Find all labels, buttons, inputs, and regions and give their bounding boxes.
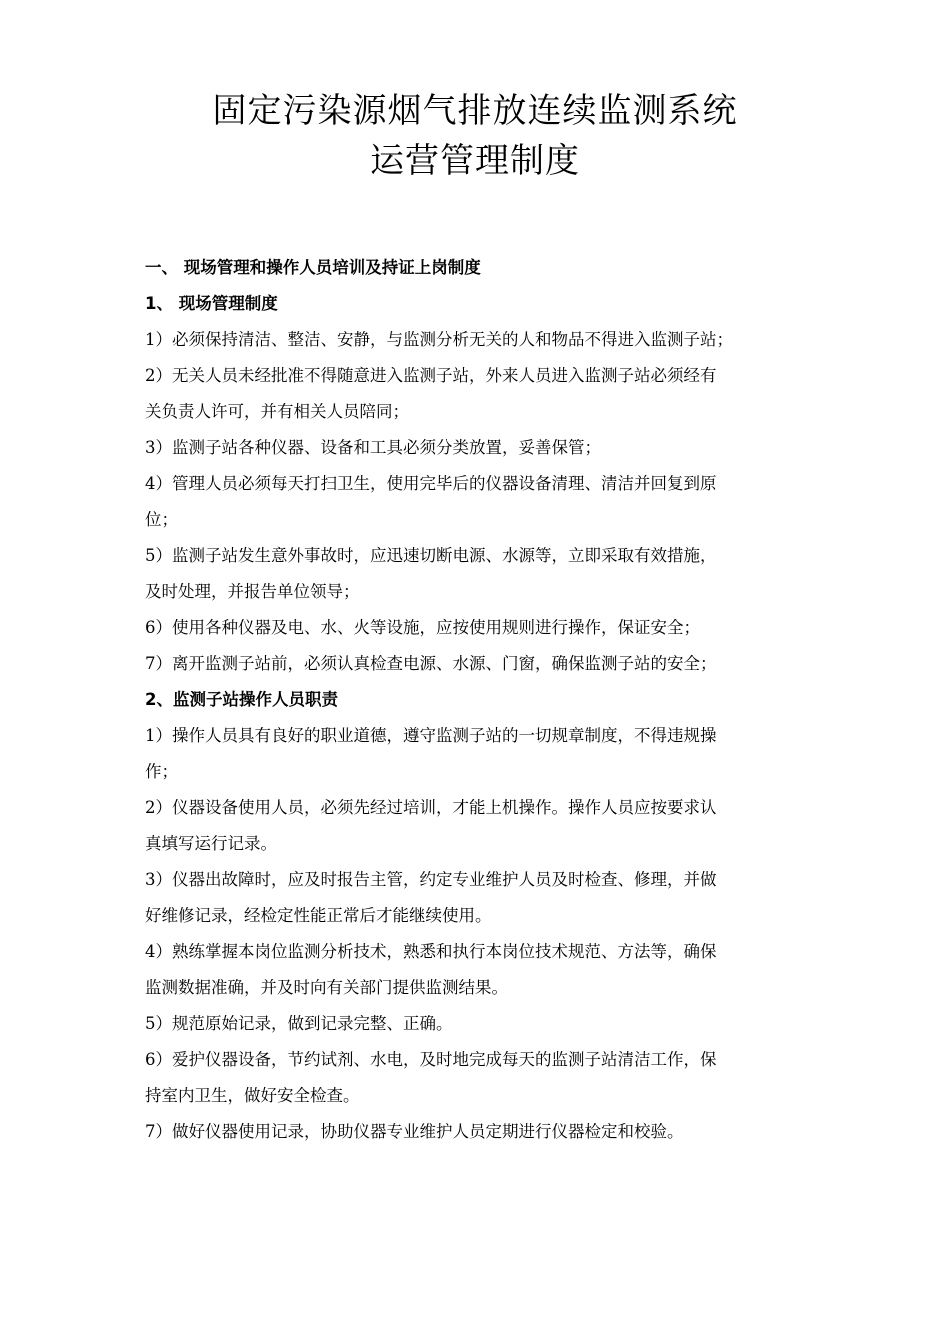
paragraph-line: 关负责人许可，并有相关人员陪同；: [145, 402, 409, 421]
document-title: [0, 86, 950, 186]
paragraph-line: 监测数据准确，并及时向有关部门提供监测结果。: [145, 978, 508, 997]
paragraph-line: 持室内卫生，做好安全检查。: [145, 1086, 360, 1105]
paragraph-line: 2）无关人员未经批准不得随意进入监测子站，外来人员进入监测子站必须经有: [145, 366, 717, 385]
document-body: [145, 250, 810, 1150]
paragraph-line: 好维修记录，经检定性能正常后才能继续使用。: [145, 906, 492, 925]
title-line-2: 运营管理制度: [370, 141, 580, 181]
paragraph-line: 及时处理，并报告单位领导；: [145, 582, 360, 601]
paragraph-line: 真填写运行记录。: [145, 834, 277, 853]
paragraph-line: 位；: [145, 510, 178, 529]
title-line-1: 固定污染源烟气排放连续监测系统: [212, 91, 738, 131]
paragraph-line: 3）仪器出故障时，应及时报告主管，约定专业维护人员及时检查、修理，并做: [145, 870, 717, 889]
paragraph-line: 5）监测子站发生意外事故时，应迅速切断电源、水源等，立即采取有效措施，: [145, 546, 717, 565]
paragraph-line: 4）管理人员必须每天打扫卫生，使用完毕后的仪器设备清理、清洁并回复到原: [145, 474, 717, 493]
paragraph-line: 7）离开监测子站前，必须认真检查电源、水源、门窗，确保监测子站的安全；: [145, 654, 717, 673]
paragraph-line: 3）监测子站各种仪器、设备和工具必须分类放置，妥善保管；: [145, 438, 601, 457]
paragraph-line: 2）仪器设备使用人员，必须先经过培训，才能上机操作。操作人员应按要求认: [145, 798, 717, 817]
paragraph-line: 6）爱护仪器设备，节约试剂、水电，及时地完成每天的监测子站清洁工作，保: [145, 1050, 717, 1069]
section-heading: 一、 现场管理和操作人员培训及持证上岗制度: [145, 258, 481, 277]
subsection-heading-site-management: 1、 现场管理制度: [145, 294, 278, 313]
paragraph-line: 7）做好仪器使用记录，协助仪器专业维护人员定期进行仪器检定和校验。: [145, 1122, 684, 1141]
paragraph-line: 6）使用各种仪器及电、水、火等设施，应按使用规则进行操作，保证安全；: [145, 618, 700, 637]
paragraph-line: 4）熟练掌握本岗位监测分析技术，熟悉和执行本岗位技术规范、方法等，确保: [145, 942, 717, 961]
subsection-heading-operator-duties: 2、监测子站操作人员职责: [145, 690, 338, 709]
paragraph-line: 1）必须保持清洁、整洁、安静，与监测分析无关的人和物品不得进入监测子站；: [145, 330, 733, 349]
paragraph-line: 1）操作人员具有良好的职业道德，遵守监测子站的一切规章制度，不得违规操: [145, 726, 717, 745]
paragraph-line: 作；: [145, 762, 178, 781]
paragraph-line: 5）规范原始记录，做到记录完整、正确。: [145, 1014, 453, 1033]
